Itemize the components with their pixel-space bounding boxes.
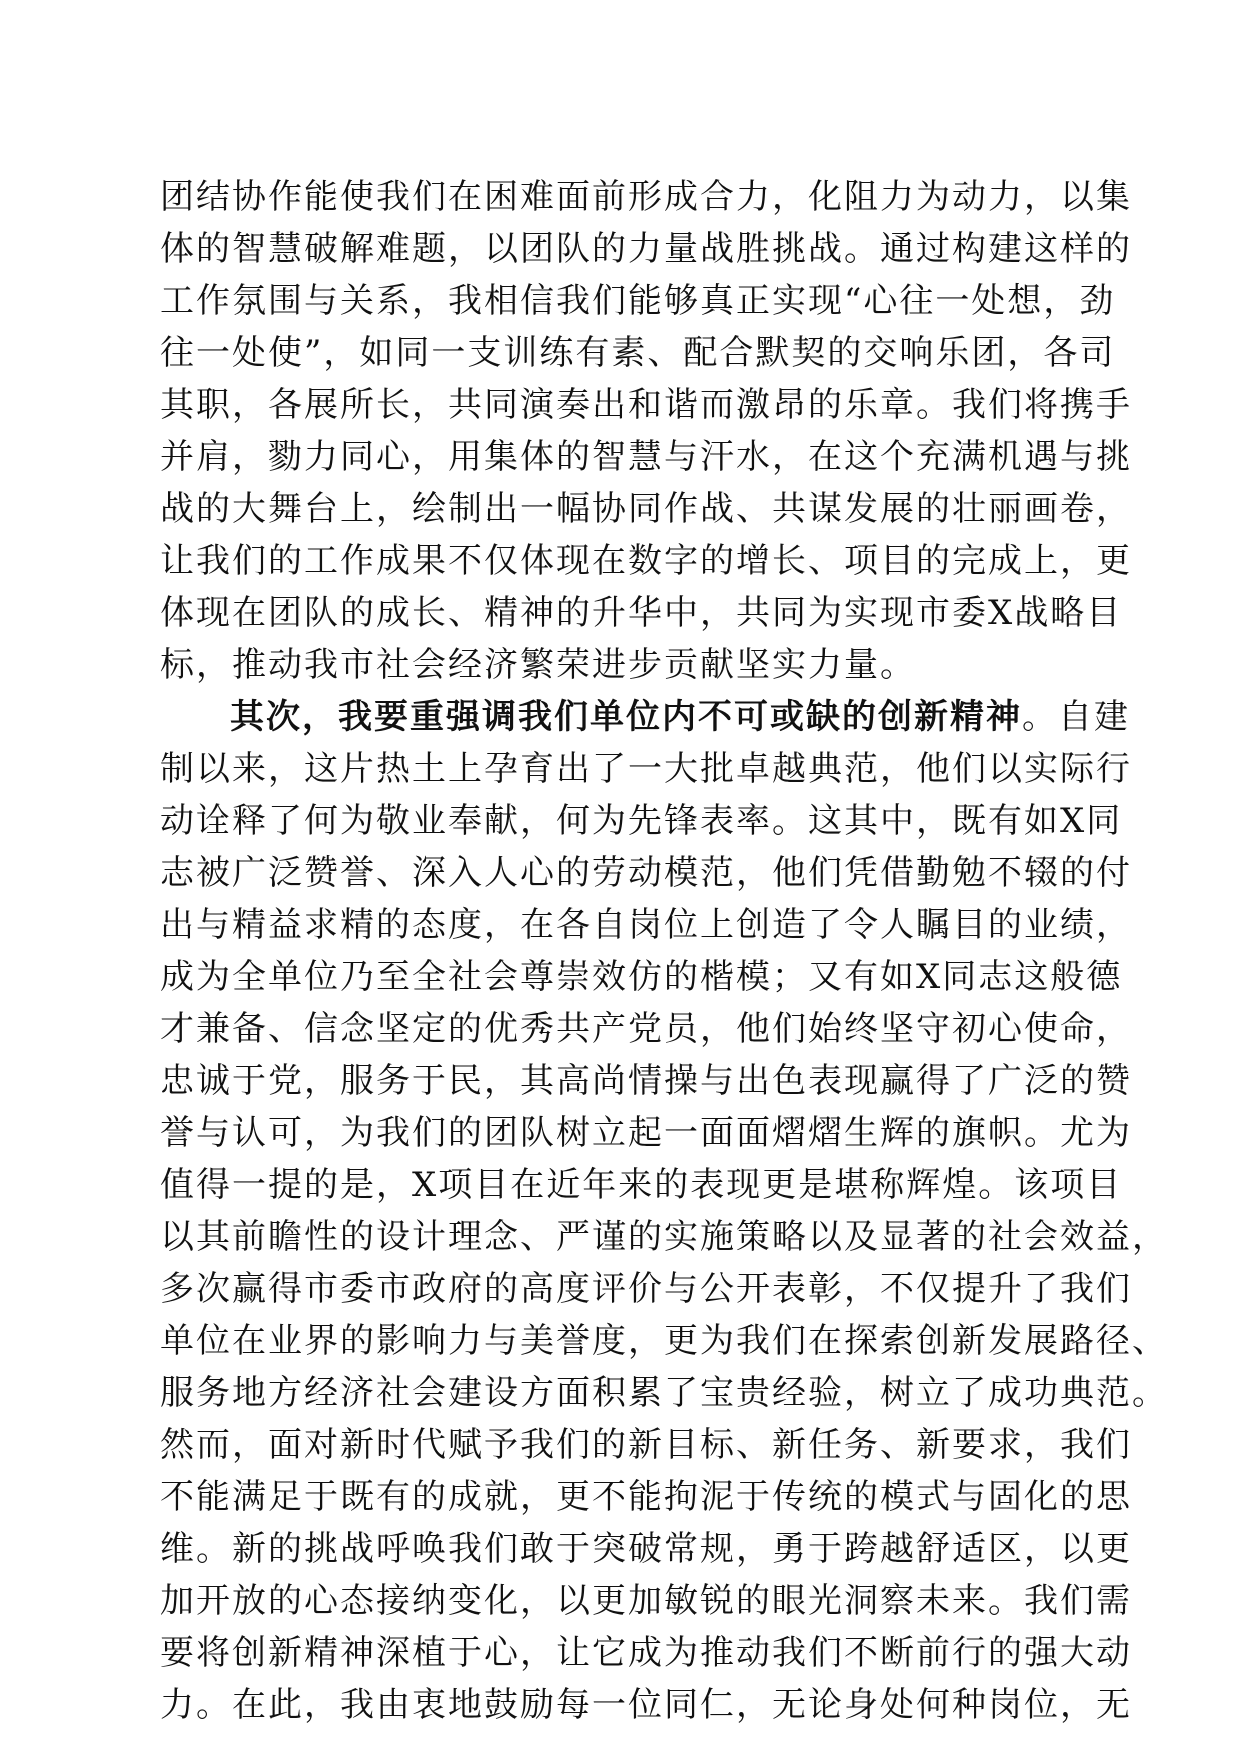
- text-line: 单位在业界的影响力与美誉度，更为我们在探索创新发展路径、: [160, 1321, 1168, 1361]
- text-line: 誉与认可，为我们的团队树立起一面面熠熠生辉的旗帜。尤为: [160, 1113, 1132, 1153]
- section-heading: 其次，我要重强调我们单位内不可或缺的创新精神: [230, 697, 1022, 737]
- text-line: 志被广泛赞誉、深入人心的劳动模范，他们凭借勤勉不辍的付: [160, 853, 1132, 893]
- paragraph-innovation-first-line: [230, 691, 1130, 743]
- text-line: 不能满足于既有的成就，更不能拘泥于传统的模式与固化的思: [160, 1477, 1132, 1517]
- text-line: 其职，各展所长，共同演奏出和谐而激昂的乐章。我们将携手: [160, 385, 1132, 425]
- heading-tail-text: 。自建: [1022, 697, 1130, 737]
- text-line: 动诠释了何为敬业奉献，何为先锋表率。这其中，既有如X同: [160, 801, 1123, 841]
- text-line: 制以来，这片热土上孕育出了一大批卓越典范，他们以实际行: [160, 749, 1132, 789]
- text-line: 力。在此，我由衷地鼓励每一位同仁，无论身处何种岗位，无: [160, 1685, 1132, 1725]
- text-line: 要将创新精神深植于心，让它成为推动我们不断前行的强大动: [160, 1633, 1132, 1673]
- text-line: 以其前瞻性的设计理念、严谨的实施策略以及显著的社会效益，: [160, 1217, 1168, 1257]
- text-line: 成为全单位乃至全社会尊崇效仿的楷模；又有如X同志这般德: [160, 957, 1123, 997]
- text-line: 体的智慧破解难题，以团队的力量战胜挑战。通过构建这样的: [160, 229, 1132, 269]
- text-line: 标，推动我市社会经济繁荣进步贡献坚实力量。: [160, 645, 916, 685]
- text-line: 让我们的工作成果不仅体现在数字的增长、项目的完成上，更: [160, 541, 1132, 581]
- text-line: 服务地方经济社会建设方面积累了宝贵经验，树立了成功典范。: [160, 1373, 1168, 1413]
- text-line: 出与精益求精的态度，在各自岗位上创造了令人瞩目的业绩，: [160, 905, 1132, 945]
- text-line: 忠诚于党，服务于民，其高尚情操与出色表现赢得了广泛的赞: [160, 1061, 1132, 1101]
- text-line: 往一处使”，如同一支训练有素、配合默契的交响乐团，各司: [160, 333, 1116, 373]
- text-line: 值得一提的是，X项目在近年来的表现更是堪称辉煌。该项目: [160, 1165, 1123, 1205]
- text-line: 维。新的挑战呼唤我们敢于突破常规，勇于跨越舒适区，以更: [160, 1529, 1132, 1569]
- text-line: 战的大舞台上，绘制出一幅协同作战、共谋发展的壮丽画卷，: [160, 489, 1132, 529]
- text-line: 加开放的心态接纳变化，以更加敏锐的眼光洞察未来。我们需: [160, 1581, 1132, 1621]
- text-line: 工作氛围与关系，我相信我们能够真正实现“心往一处想，劲: [160, 281, 1116, 321]
- text-line: 体现在团队的成长、精神的升华中，共同为实现市委X战略目: [160, 593, 1123, 633]
- text-line: 并肩，勠力同心，用集体的智慧与汗水，在这个充满机遇与挑: [160, 437, 1132, 477]
- text-line: 团结协作能使我们在困难面前形成合力，化阻力为动力，以集: [160, 177, 1132, 217]
- text-line: 多次赢得市委市政府的高度评价与公开表彰，不仅提升了我们: [160, 1269, 1132, 1309]
- text-line: 才兼备、信念坚定的优秀共产党员，他们始终坚守初心使命，: [160, 1009, 1132, 1049]
- text-line: 然而，面对新时代赋予我们的新目标、新任务、新要求，我们: [160, 1425, 1132, 1465]
